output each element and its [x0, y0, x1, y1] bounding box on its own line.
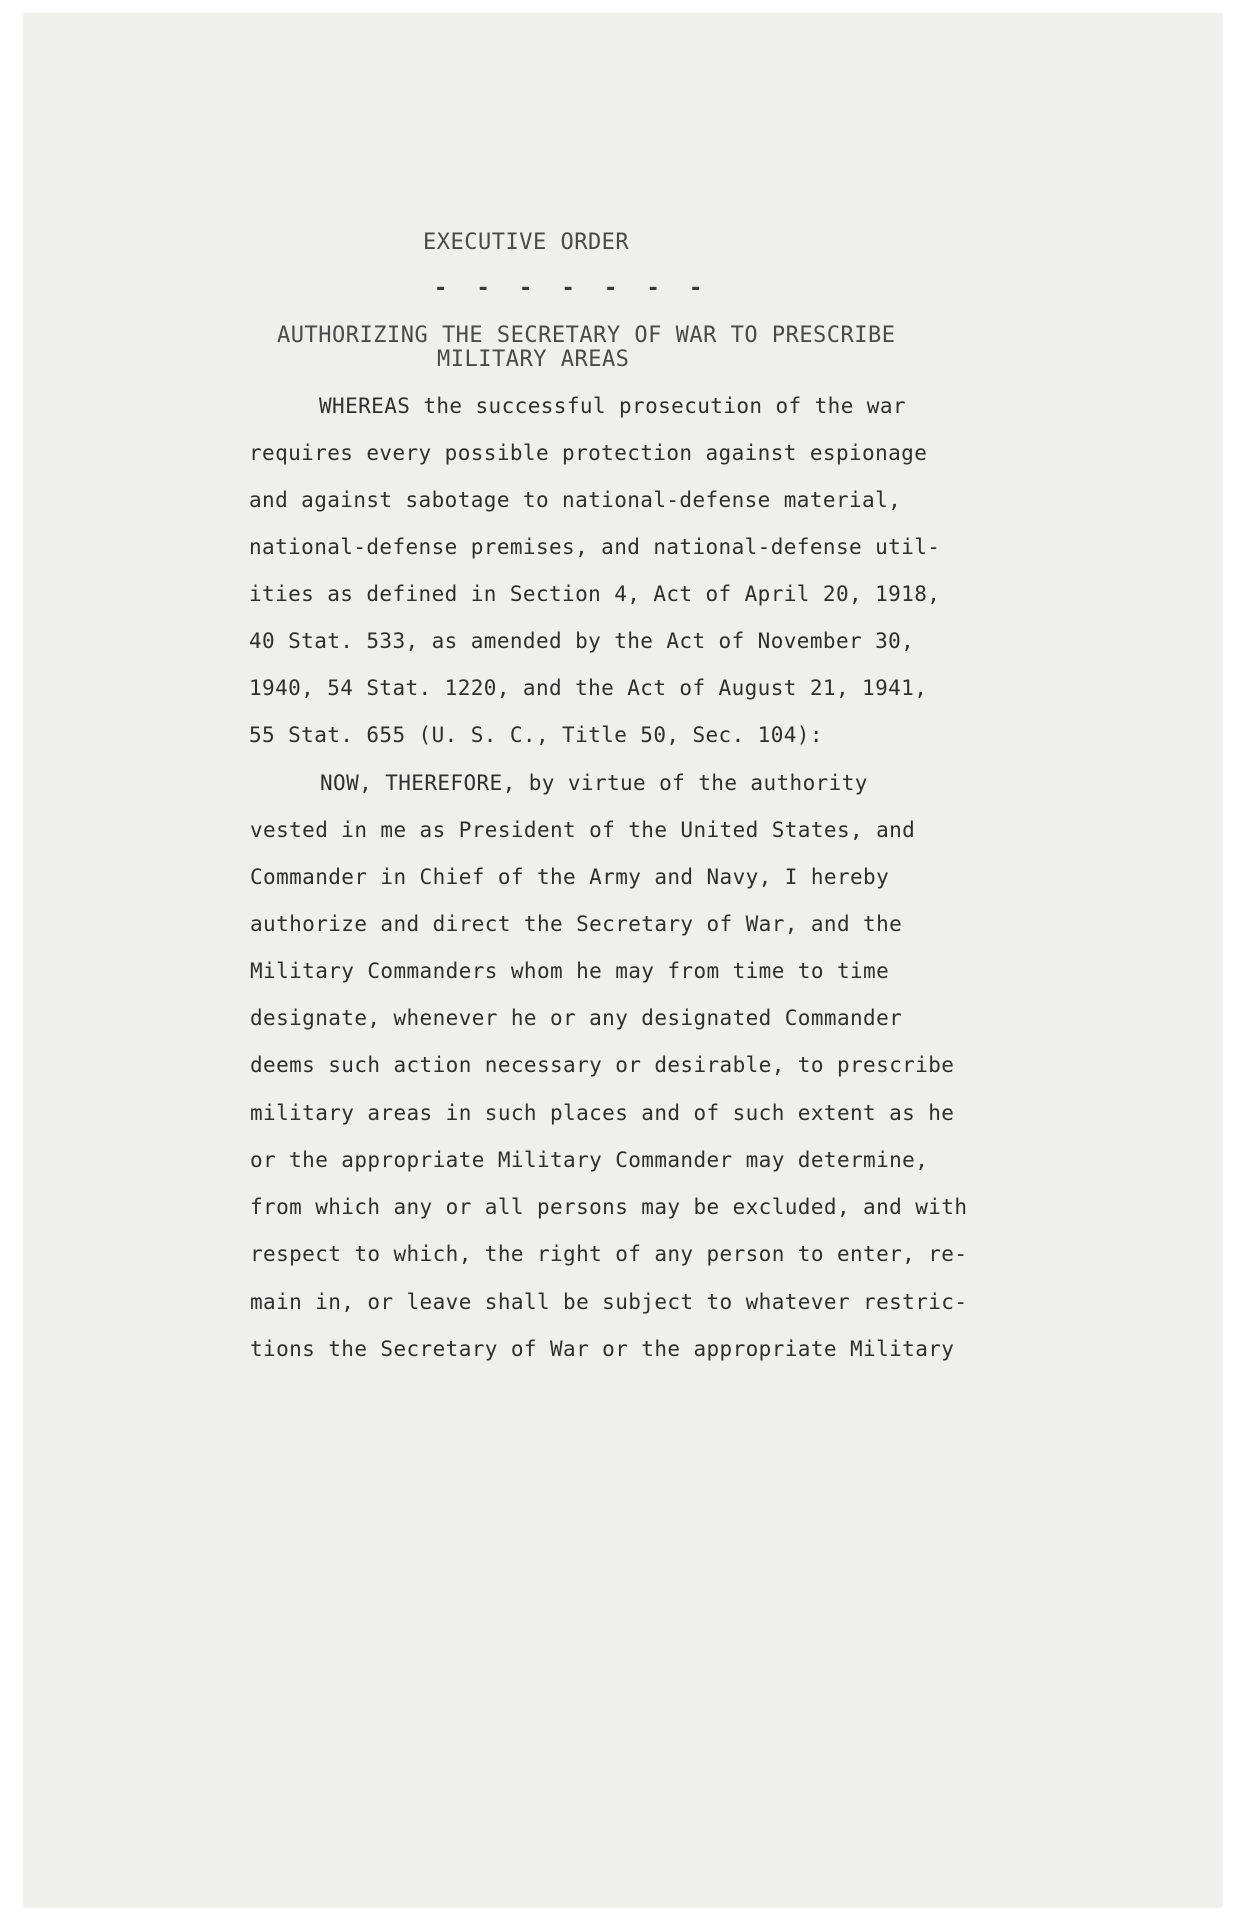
whereas-line: national-defense premises, and national-defense util-	[249, 535, 941, 559]
whereas-line: requires every possible protection against espionage	[249, 441, 928, 465]
now-therefore-line: designate, whenever he or any designated Commander	[250, 1006, 903, 1030]
whereas-line: 1940, 54 Stat. 1220, and the Act of August 21, 1941,	[249, 676, 928, 700]
document-page	[24, 14, 1222, 1907]
title-separator: - - - - - - -	[434, 276, 711, 301]
now-therefore-line: Military Commanders whom he may from time to time	[250, 959, 890, 983]
now-therefore-line: respect to which, the right of any person to enter, re-	[250, 1242, 968, 1266]
now-therefore-line: military areas in such places and of such extent as he	[250, 1101, 955, 1125]
now-therefore-line: from which any or all persons may be excluded, and with	[250, 1195, 968, 1219]
now-therefore-line: vested in me as President of the United States, and	[250, 818, 916, 842]
whereas-line: and against sabotage to national-defense material,	[249, 488, 902, 512]
now-therefore-line: tions the Secretary of War or the appropriate Military	[250, 1337, 955, 1361]
now-therefore-line: Commander in Chief of the Army and Navy, I hereby	[250, 865, 890, 889]
subtitle-line-2: MILITARY AREAS	[437, 347, 630, 372]
now-therefore-line: authorize and direct the Secretary of War, and the	[250, 912, 903, 936]
document-title: EXECUTIVE ORDER	[423, 230, 630, 255]
whereas-line: 40 Stat. 533, as amended by the Act of November 30,	[249, 629, 915, 653]
whereas-line: ities as defined in Section 4, Act of April 20, 1918,	[249, 582, 941, 606]
whereas-line: WHEREAS the successful prosecution of the war	[319, 394, 906, 418]
now-therefore-line: NOW, THEREFORE, by virtue of the authority	[320, 771, 868, 795]
now-therefore-line: or the appropriate Military Commander may determine,	[250, 1148, 929, 1172]
now-therefore-line: deems such action necessary or desirable, to prescribe	[250, 1053, 955, 1077]
whereas-line: 55 Stat. 655 (U. S. C., Title 50, Sec. 104):	[249, 723, 823, 747]
subtitle-line-1: AUTHORIZING THE SECRETARY OF WAR TO PRESCRIBE	[277, 323, 896, 348]
now-therefore-line: main in, or leave shall be subject to whatever restric-	[250, 1290, 968, 1314]
